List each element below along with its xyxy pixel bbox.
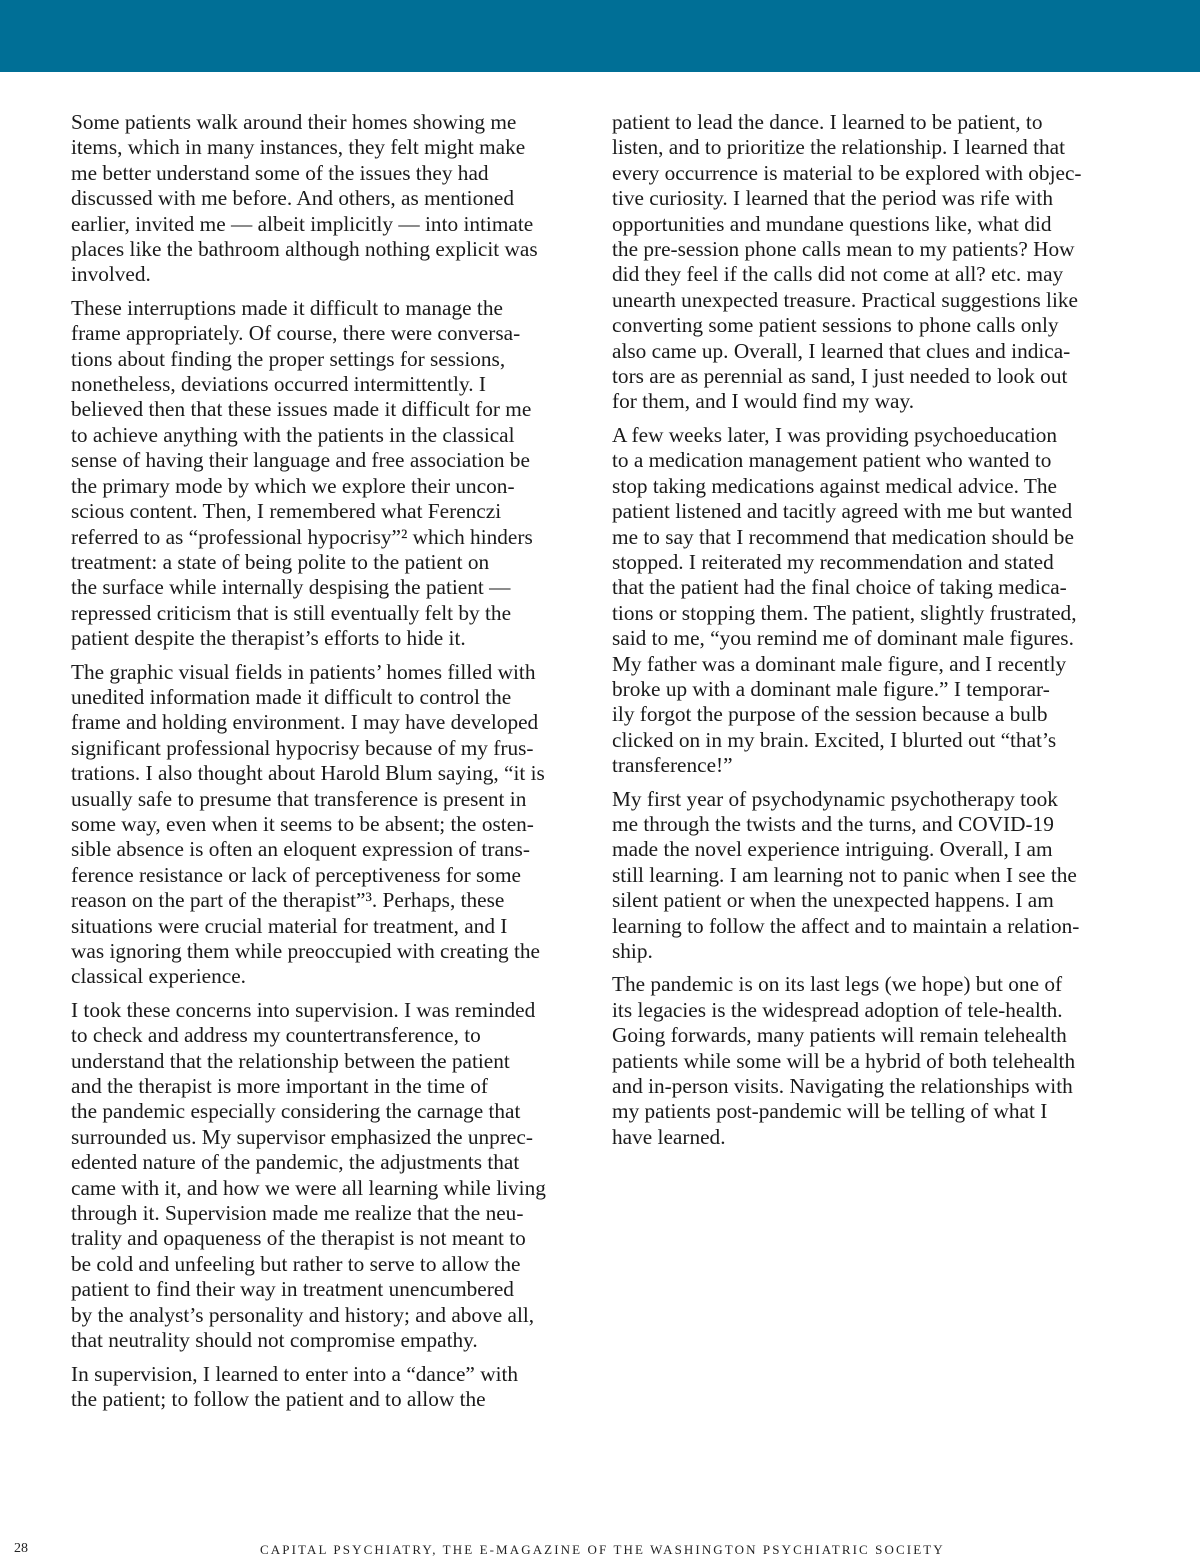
text-line: some way, even when it seems to be absent; the osten- bbox=[71, 811, 534, 836]
text-line: believed then that these issues made it difficult for me bbox=[71, 397, 532, 422]
text-line: classical experience. bbox=[71, 964, 247, 989]
text-line: to achieve anything with the patients in the classical bbox=[71, 422, 515, 447]
text-line: discussed with me before. And others, as mentioned bbox=[71, 186, 515, 211]
text-line: involved. bbox=[71, 262, 151, 287]
text-line: edented nature of the pandemic, the adjustments that bbox=[71, 1150, 520, 1175]
text-line: patient to lead the dance. I learned to be patient, to bbox=[612, 110, 1043, 134]
text-line: trations. I also thought about Harold Blum saying, “it is bbox=[71, 761, 545, 786]
text-line: tions about finding the proper settings for sessions, bbox=[71, 346, 506, 371]
text-line: usually safe to presume that transference is present in bbox=[71, 786, 527, 811]
text-line: In supervision, I learned to enter into a “dance” with bbox=[71, 1361, 519, 1386]
text-line: places like the bathroom although nothing explicit was bbox=[71, 237, 538, 262]
text-line: patients while some will be a hybrid of both telehealth bbox=[612, 1048, 1076, 1073]
text-line: repressed criticism that is still eventually felt by the bbox=[71, 600, 512, 625]
text-line: made the novel experience intriguing. Overall, I am bbox=[612, 837, 1053, 862]
text-line: earlier, invited me — albeit implicitly — into intimate bbox=[71, 211, 534, 236]
text-line: its legacies is the widespread adoption of tele-health. bbox=[612, 997, 1063, 1022]
text-line: I took these concerns into supervision. I was reminded bbox=[71, 997, 536, 1022]
article-paragraph bbox=[612, 972, 1132, 1150]
text-line: for them, and I would find my way. bbox=[612, 389, 915, 414]
text-line: My first year of psychodynamic psychotherapy took bbox=[612, 786, 1058, 811]
text-line: that neutrality should not compromise empathy. bbox=[71, 1328, 478, 1353]
text-line: Going forwards, many patients will remain telehealth bbox=[612, 1023, 1067, 1048]
text-line: These interruptions made it difficult to manage the bbox=[71, 295, 503, 320]
text-line: the surface while internally despising the patient — bbox=[71, 575, 511, 600]
text-line: trality and opaqueness of the therapist is not meant to bbox=[71, 1226, 526, 1251]
text-line: unedited information made it difficult to control the bbox=[71, 684, 512, 709]
text-line: My father was a dominant male figure, and I recently bbox=[612, 651, 1067, 676]
text-line: ily forgot the purpose of the session because a bulb bbox=[612, 702, 1048, 727]
text-line: that the patient had the final choice of taking medica- bbox=[612, 575, 1067, 600]
text-line: patient despite the therapist’s efforts to hide it. bbox=[71, 626, 466, 651]
text-line: silent patient or when the unexpected happens. I am bbox=[612, 888, 1054, 913]
text-line: ference resistance or lack of perceptiveness for some bbox=[71, 862, 521, 887]
text-line: stopped. I reiterated my recommendation and stated bbox=[612, 549, 1054, 574]
text-line: scious content. Then, I remembered what Ferenczi bbox=[71, 499, 502, 524]
text-line: patient to find their way in treatment unencumbered bbox=[71, 1277, 514, 1302]
text-line: the pandemic especially considering the carnage that bbox=[71, 1099, 521, 1124]
text-line: The pandemic is on its last legs (we hope) but one of bbox=[612, 972, 1063, 997]
text-line: tive curiosity. I learned that the period was rife with bbox=[612, 186, 1053, 211]
article-paragraph bbox=[612, 110, 1132, 415]
text-line: referred to as “professional hypocrisy”² which hinders bbox=[71, 524, 533, 549]
text-line: transference!” bbox=[612, 753, 733, 778]
text-line: ship. bbox=[612, 939, 653, 963]
text-line: opportunities and mundane questions like, what did bbox=[612, 211, 1052, 236]
text-line: tors are as perennial as sand, I just needed to look out bbox=[612, 364, 1068, 389]
text-line: listen, and to prioritize the relationship. I learned that bbox=[612, 135, 1066, 160]
text-line: broke up with a dominant male figure.” I temporar- bbox=[612, 676, 1050, 701]
text-line: nonetheless, deviations occurred intermittently. I bbox=[71, 372, 486, 397]
header-band bbox=[0, 0, 1200, 72]
text-line: items, which in many instances, they felt might make bbox=[71, 135, 526, 160]
text-line: me better understand some of the issues they had bbox=[71, 160, 489, 185]
text-line: The graphic visual fields in patients’ homes filled with bbox=[71, 659, 536, 684]
text-line: the patient; to follow the patient and to allow the bbox=[71, 1386, 486, 1411]
article-paragraph bbox=[612, 787, 1132, 965]
article-paragraph bbox=[71, 1362, 591, 1413]
text-line: understand that the relationship between the patient bbox=[71, 1048, 510, 1073]
text-line: tions or stopping them. The patient, slightly frustrated, bbox=[612, 600, 1077, 625]
text-line: unearth unexpected treasure. Practical suggestions like bbox=[612, 287, 1078, 312]
text-line: sible absence is often an eloquent expression of trans- bbox=[71, 837, 530, 862]
article-paragraph bbox=[71, 998, 591, 1354]
text-line: and the therapist is more important in the time of bbox=[71, 1074, 488, 1099]
text-line: said to me, “you remind me of dominant male figures. bbox=[612, 626, 1074, 651]
text-line: reason on the part of the therapist”³. Perhaps, these bbox=[71, 888, 505, 913]
text-line: me through the twists and the turns, and COVID-19 bbox=[612, 811, 1054, 836]
text-line: treatment: a state of being polite to the patient on bbox=[71, 549, 490, 574]
text-line: be cold and unfeeling but rather to serve to allow the bbox=[71, 1251, 521, 1276]
text-line: clicked on in my brain. Excited, I blurted out “that’s bbox=[612, 727, 1057, 752]
text-line: through it. Supervision made me realize that the neu- bbox=[71, 1201, 524, 1226]
page-number: 28 bbox=[14, 1541, 28, 1556]
text-line: learning to follow the affect and to maintain a relation- bbox=[612, 913, 1080, 938]
text-line: significant professional hypocrisy because of my frus- bbox=[71, 735, 534, 760]
text-line: and in-person visits. Navigating the relationships with bbox=[612, 1074, 1073, 1099]
text-line: my patients post-pandemic will be telling of what I bbox=[612, 1099, 1048, 1124]
text-line: stop taking medications against medical advice. The bbox=[612, 473, 1057, 498]
text-line: A few weeks later, I was providing psychoeducation bbox=[612, 422, 1058, 447]
text-line: surrounded us. My supervisor emphasized the unprec- bbox=[71, 1124, 533, 1149]
publication-title: CAPITAL PSYCHIATRY, THE E-MAGAZINE OF THE WASHINGTON PSYCHIATRIC SOCIETY bbox=[260, 1542, 945, 1557]
text-line: converting some patient sessions to phone calls only bbox=[612, 313, 1059, 338]
text-line: by the analyst’s personality and history; and above all, bbox=[71, 1302, 535, 1327]
article-paragraph bbox=[71, 296, 591, 652]
text-line: to check and address my countertransference, to bbox=[71, 1023, 481, 1048]
text-line: to a medication management patient who wanted to bbox=[612, 448, 1052, 473]
text-line: frame and holding environment. I may have developed bbox=[71, 710, 539, 735]
text-line: patient listened and tacitly agreed with me but wanted bbox=[612, 499, 1073, 524]
text-line: still learning. I am learning not to panic when I see the bbox=[612, 862, 1077, 887]
text-line: frame appropriately. Of course, there were conversa- bbox=[71, 321, 521, 346]
article-paragraph bbox=[71, 110, 591, 288]
text-line: situations were crucial material for treatment, and I bbox=[71, 913, 508, 938]
right-column bbox=[612, 110, 1132, 1158]
text-line: came with it, and how we were all learning while living bbox=[71, 1175, 546, 1200]
text-line: every occurrence is material to be explored with objec- bbox=[612, 160, 1082, 185]
text-line: the pre-session phone calls mean to my patients? How bbox=[612, 237, 1075, 262]
text-line: the primary mode by which we explore their uncon- bbox=[71, 473, 515, 498]
article-paragraph bbox=[71, 660, 591, 990]
text-line: was ignoring them while preoccupied with creating the bbox=[71, 939, 540, 963]
text-line: sense of having their language and free association be bbox=[71, 448, 530, 473]
text-line: did they feel if the calls did not come at all? etc. may bbox=[612, 262, 1064, 287]
text-line: Some patients walk around their homes showing me bbox=[71, 110, 517, 134]
article-paragraph bbox=[612, 423, 1132, 779]
text-line: have learned. bbox=[612, 1124, 726, 1149]
text-line: also came up. Overall, I learned that clues and indica- bbox=[612, 338, 1071, 363]
left-column bbox=[71, 110, 591, 1412]
text-line: me to say that I recommend that medication should be bbox=[612, 524, 1074, 549]
